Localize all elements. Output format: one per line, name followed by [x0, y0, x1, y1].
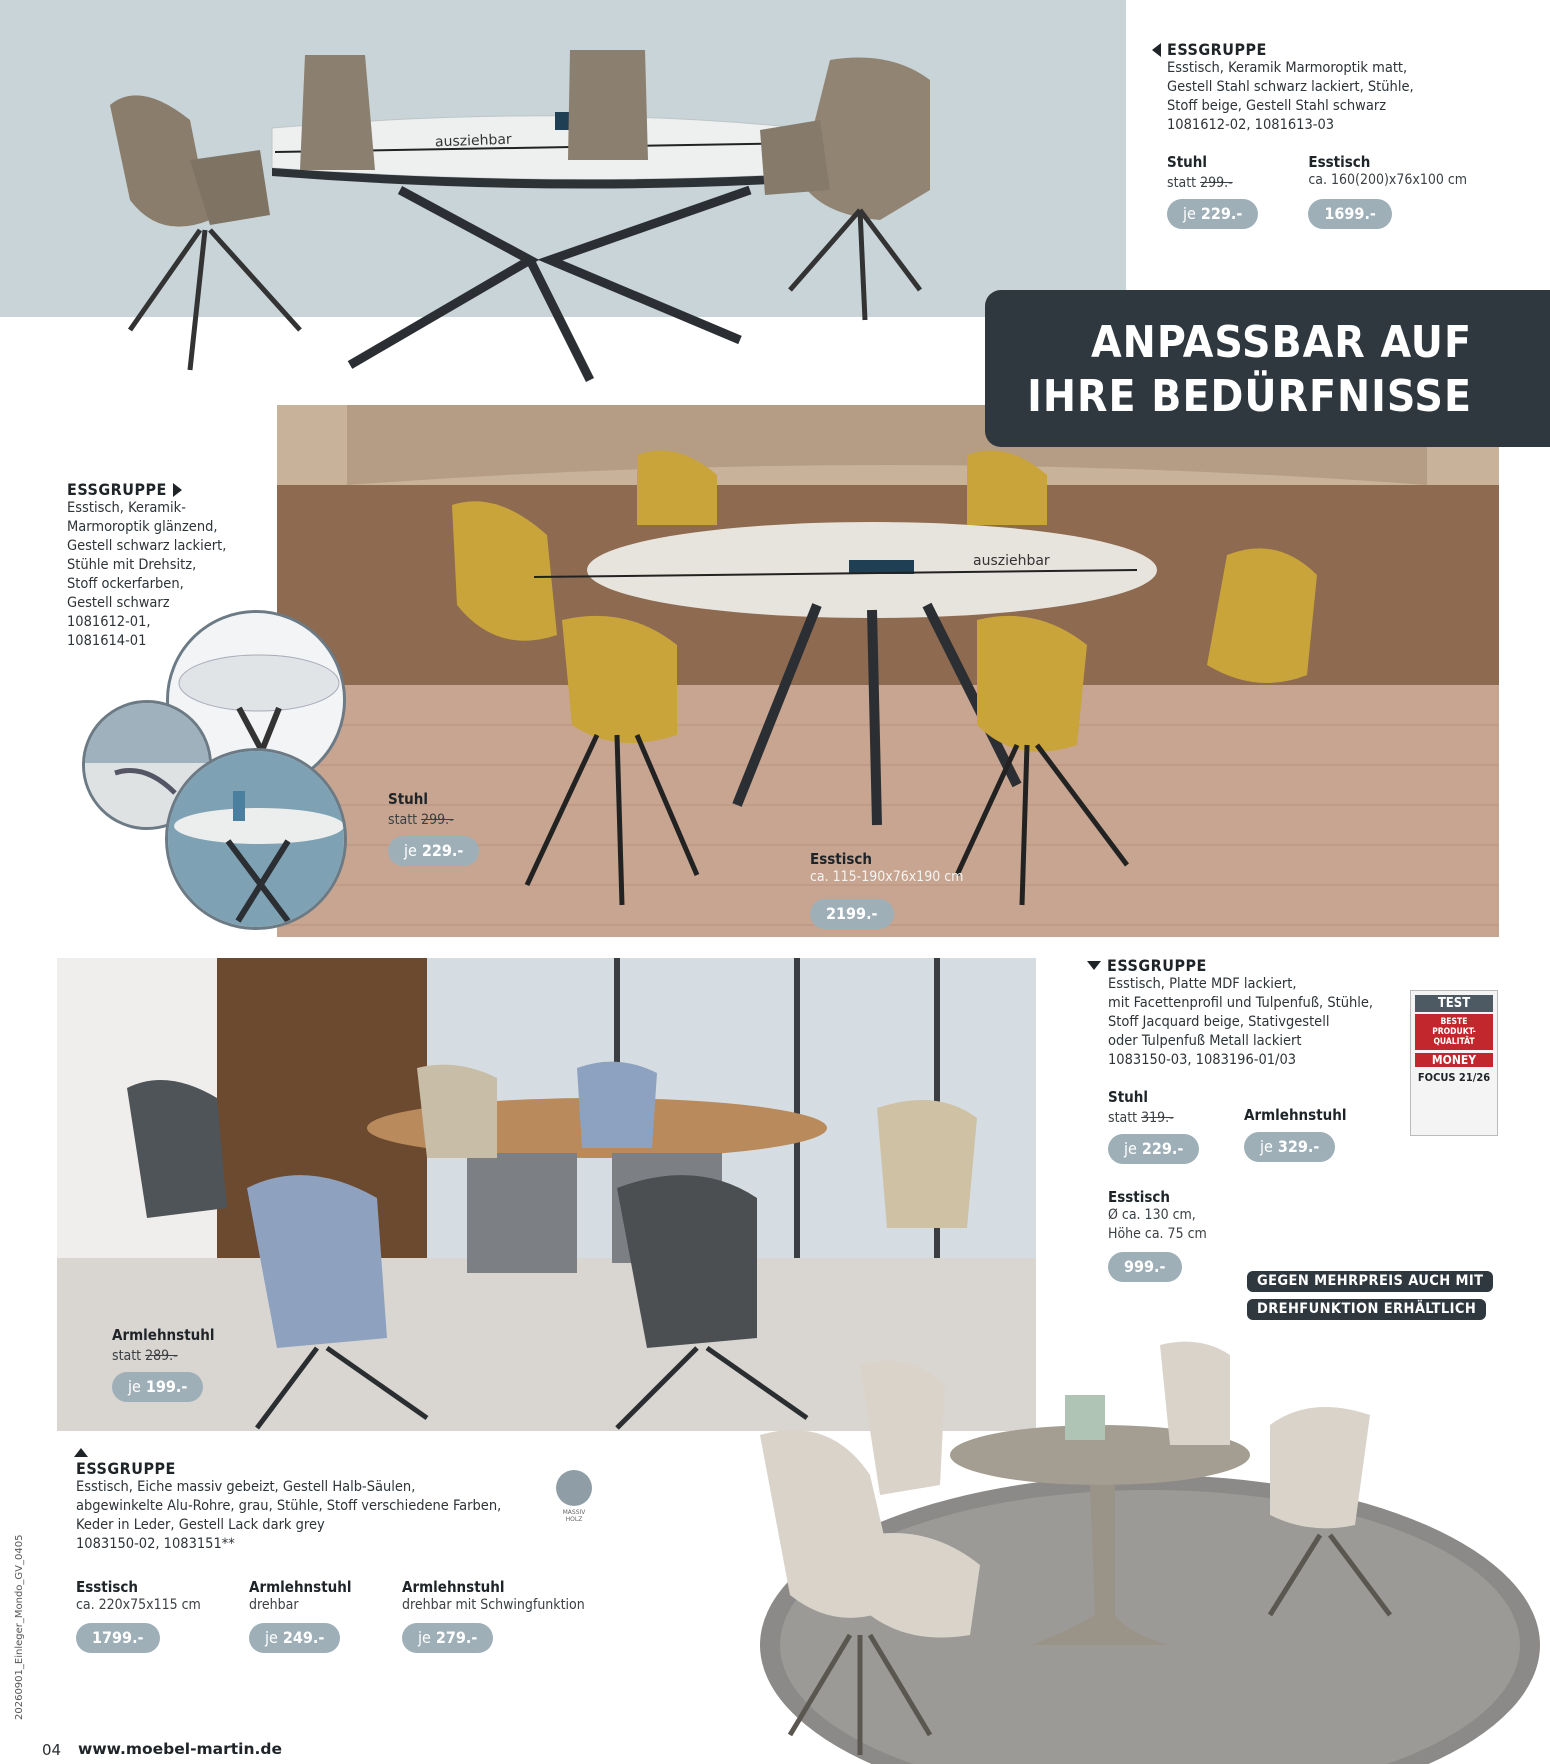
group3-armlehnstuhl-label: Armlehnstuhl	[1244, 1106, 1347, 1124]
je-word: je	[1183, 204, 1196, 223]
group2-esstisch-label: Esstisch	[810, 850, 873, 868]
group4-info	[76, 1448, 636, 1554]
old-price: 319.-	[1141, 1110, 1174, 1126]
inset-table-blue	[165, 748, 347, 930]
photo-armlehnstuhl-statt	[112, 1348, 215, 1364]
group1-esstisch	[1308, 153, 1467, 229]
group4-arm1	[249, 1578, 352, 1653]
old-price: 299.-	[421, 812, 454, 828]
test-badge	[1410, 990, 1498, 1136]
arrow-down-icon	[1087, 961, 1101, 970]
group2-esstisch-size: ca. 115-190x76x190 cm	[810, 869, 964, 885]
photo-armlehnstuhl-label: Armlehnstuhl	[112, 1326, 215, 1344]
statt-word: statt	[388, 812, 418, 828]
group4-photo-armlehnstuhl	[112, 1326, 215, 1402]
photo-essgruppe-tulpe	[730, 1335, 1550, 1764]
je-word: je	[1260, 1137, 1273, 1156]
group4-arm2-price	[402, 1623, 493, 1653]
group3-stuhl-price	[1108, 1134, 1199, 1164]
group1-stuhl-statt	[1167, 175, 1258, 191]
price-value: 229.-	[421, 841, 464, 860]
badge-quality: BESTE PRODUKT- QUALITÄT	[1415, 1014, 1493, 1050]
group2-esstisch	[810, 850, 963, 929]
group4-arm1-label: Armlehnstuhl	[249, 1578, 352, 1596]
group1-stuhl-price	[1167, 199, 1258, 229]
group1-esstisch-size: ca. 160(200)x76x100 cm	[1308, 172, 1468, 188]
group2-heading-text: ESSGRUPPE	[67, 480, 167, 499]
group1-stuhl-label: Stuhl	[1167, 153, 1208, 171]
group1-heading	[1152, 40, 1532, 59]
group2-stuhl	[388, 790, 479, 866]
badge-test: TEST	[1415, 995, 1493, 1012]
arrow-up-icon	[74, 1448, 88, 1457]
group4-arm2	[402, 1578, 585, 1653]
group1-esstisch-label: Esstisch	[1308, 153, 1371, 171]
old-price: 299.-	[1200, 175, 1233, 191]
badge-focus: FOCUS 21/26	[1417, 1071, 1491, 1084]
massivholz-icon	[556, 1470, 592, 1506]
notice-mehrpreis-line1: GEGEN MEHRPREIS AUCH MIT	[1247, 1271, 1493, 1292]
price-value: 229.-	[1200, 204, 1243, 223]
price-value: 279.-	[435, 1628, 478, 1647]
dimension-label-1: ausziehbar	[434, 131, 512, 151]
price-value: 199.-	[145, 1377, 188, 1396]
arrow-right-icon	[173, 483, 182, 497]
je-word: je	[128, 1377, 141, 1396]
group3-heading	[1087, 956, 1407, 975]
group2-description: Esstisch, Keramik- Marmoroptik glänzend, Gestell schwarz lackiert, Stühle mit Drehsitz, Stoff ockerfarben, Gestell schwarz 1081612-01, 1081614-01	[67, 500, 227, 649]
print-code: 20260901_Einleger_Mondo_GV_0405	[14, 1534, 25, 1720]
je-word: je	[1124, 1139, 1137, 1158]
group4-heading: ESSGRUPPE	[76, 1459, 176, 1478]
massivholz-label: MASSIV HOLZ	[562, 1509, 586, 1523]
group1-description: Esstisch, Keramik Marmoroptik matt, Gestell Stahl schwarz lackiert, Stühle, Stoff beige, Gestell Stahl schwarz 1081612-02, 1081613-03	[1167, 60, 1414, 133]
statt-word: statt	[112, 1348, 142, 1364]
group3-esstisch-label: Esstisch	[1108, 1188, 1171, 1206]
group4-arm2-sub: drehbar mit Schwingfunktion	[402, 1597, 585, 1613]
dimension-label-2: ausziehbar	[973, 553, 1050, 569]
old-price: 289.-	[145, 1348, 178, 1364]
statt-word: statt	[1167, 175, 1197, 191]
group1-esstisch-price: 1699.-	[1308, 199, 1392, 229]
banner-line1: ANPASSBAR AUF	[1091, 317, 1472, 368]
photo-table-chairs-1	[100, 50, 1060, 420]
price-value: 329.-	[1277, 1137, 1320, 1156]
group4-arm1-price	[249, 1623, 340, 1653]
group3-heading-text: ESSGRUPPE	[1107, 956, 1207, 975]
website-link[interactable]: www.moebel-martin.de	[78, 1740, 283, 1758]
group2-stuhl-label: Stuhl	[388, 790, 429, 808]
group3-esstisch	[1108, 1188, 1207, 1282]
je-word: je	[404, 841, 417, 860]
group2-heading	[67, 480, 267, 499]
group4-esstisch-price: 1799.-	[76, 1623, 160, 1653]
arrow-left-icon	[1152, 43, 1161, 57]
group4-arm2-label: Armlehnstuhl	[402, 1578, 505, 1596]
group4-esstisch	[76, 1578, 201, 1653]
photo-armlehnstuhl-price	[112, 1372, 203, 1402]
group3-armlehnstuhl	[1244, 1106, 1347, 1162]
group4-description: Esstisch, Eiche massiv gebeizt, Gestell Halb-Säulen, abgewinkelte Alu-Rohre, grau, Stühle, Stoff verschiedene Farben, Keder in Leder, Gestell Lack dark grey 1083150-02, 1083151**	[76, 1479, 502, 1552]
group1-stuhl	[1167, 153, 1258, 229]
je-word: je	[418, 1628, 431, 1647]
group3-info	[1087, 956, 1407, 1070]
group3-stuhl-label: Stuhl	[1108, 1088, 1149, 1106]
group3-stuhl-statt	[1108, 1110, 1199, 1126]
headline-banner	[985, 290, 1550, 447]
group3-esstisch-size: Ø ca. 130 cm, Höhe ca. 75 cm	[1108, 1207, 1207, 1242]
group3-armlehnstuhl-price	[1244, 1132, 1335, 1162]
group2-stuhl-price	[388, 836, 479, 866]
notice-mehrpreis-line2: DREHFUNKTION ERHÄLTLICH	[1247, 1299, 1486, 1320]
group4-esstisch-size: ca. 220x75x115 cm	[76, 1597, 201, 1613]
banner-line2: IHRE BEDÜRFNISSE	[1027, 371, 1472, 422]
je-word: je	[265, 1628, 278, 1647]
statt-word: statt	[1108, 1110, 1138, 1126]
group2-esstisch-price: 2199.-	[810, 899, 894, 929]
group2-stuhl-statt	[388, 812, 479, 828]
group4-arm1-sub: drehbar	[249, 1597, 299, 1613]
group3-esstisch-price: 999.-	[1108, 1252, 1182, 1282]
group1-info	[1152, 40, 1532, 229]
badge-brand: MONEY	[1415, 1053, 1493, 1067]
group1-heading-text: ESSGRUPPE	[1167, 40, 1267, 59]
page-number: 04	[42, 1741, 62, 1759]
group3-stuhl	[1108, 1088, 1199, 1164]
group2-info	[67, 480, 267, 651]
group4-esstisch-label: Esstisch	[76, 1578, 139, 1596]
price-value: 249.-	[282, 1628, 325, 1647]
group3-description: Esstisch, Platte MDF lackiert, mit Facettenprofil und Tulpenfuß, Stühle, Stoff Jacquard beige, Stativgestell oder Tulpenfuß Metall lackiert 1083150-03, 1083196-01/03	[1108, 976, 1374, 1068]
price-value: 229.-	[1141, 1139, 1184, 1158]
